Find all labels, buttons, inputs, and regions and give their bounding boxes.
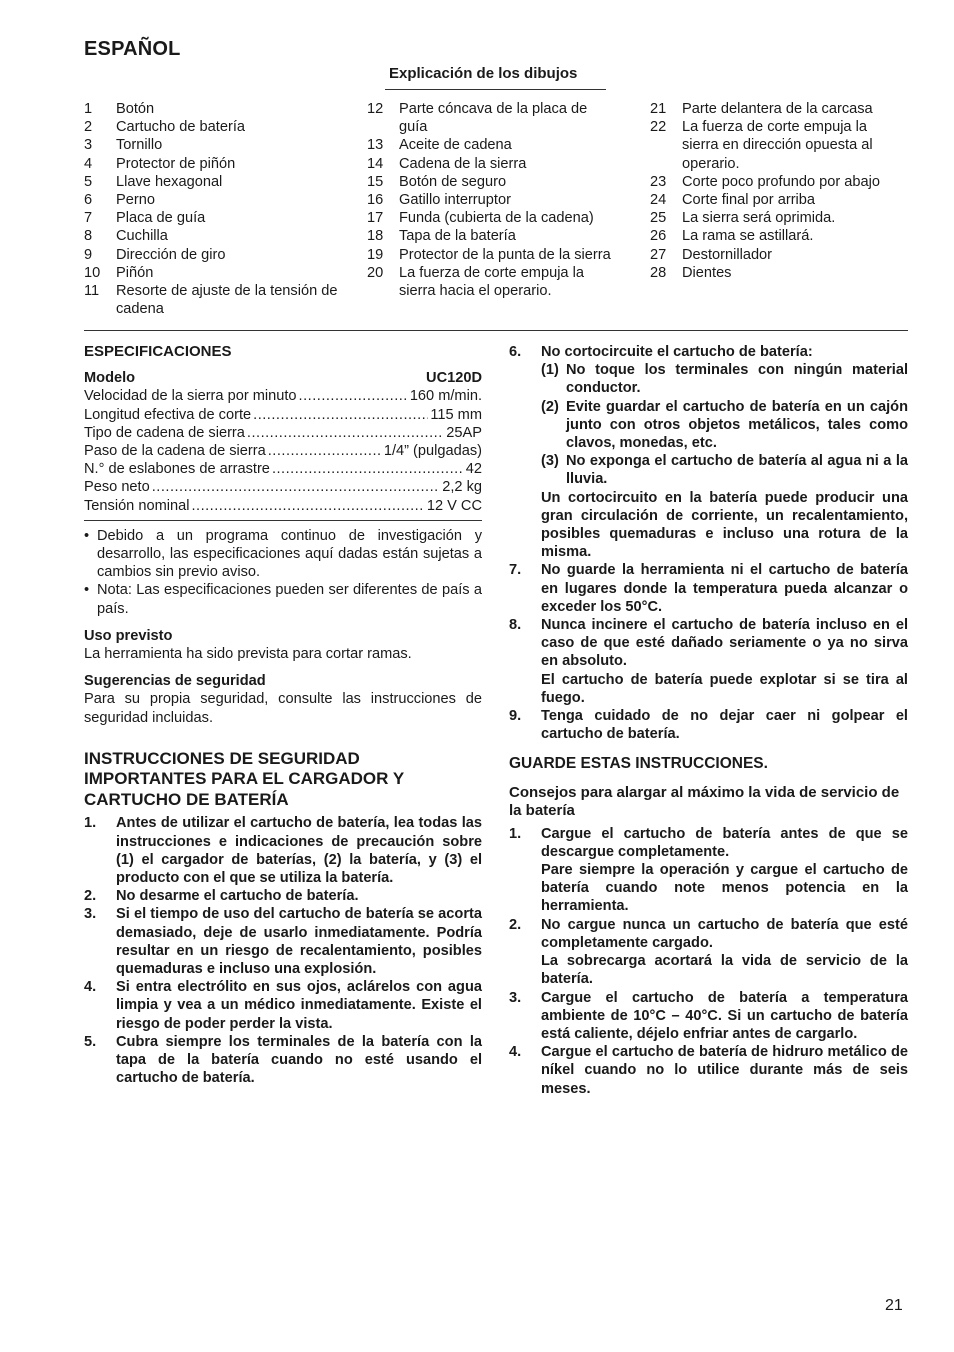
safety-tips-heading: Sugerencias de seguridad [84,673,266,690]
legend-item: 14 Cadena de la sierra [367,155,527,172]
legend-item: 2 Cartucho de batería [84,119,245,136]
legend-item: 18 Tapa de la batería [367,228,516,245]
legend-item: 26 La rama se astillará. [650,228,814,245]
legend-item: 4 Protector de piñón [84,155,236,172]
language-heading: ESPAÑOL [84,38,181,60]
legend-item: 25 La sierra será oprimida. [650,210,836,227]
legend-item: 10 Piñón [84,264,154,281]
list-item: 3. Si el tiempo de uso del cartucho de batería se acorta demasiado, deje de usarlo inmediatamente. Podría resultar en un riesgo de recalentamiento, posibles quemaduras e incluso una explosión. [84,906,482,977]
sub-item: (2) Evite guardar el cartucho de batería en un cajón junto con otros objetos metálicos, tales como clavos, monedas, etc. [541,398,908,452]
right-column [509,343,908,1098]
spec-note: • Debido a un programa continuo de investigación y desarrollo, las especificaciones aquí dadas están sujetas a cambios sin previo aviso. [84,527,482,581]
left-column [84,343,482,1087]
spec-row: Paso de la cadena de sierra ..... 1/4” (pulgadas) [84,442,482,460]
battery-tips-list [509,825,908,1098]
safety-instructions-list-continued [509,343,908,743]
spec-note: • Nota: Las especificaciones pueden ser diferentes de país a país. [84,582,482,617]
legend-item: 12 Parte cóncava de la placa de guía [367,101,588,136]
list-item: 7. No guarde la herramienta ni el cartucho de batería en lugares donde la temperatura pueda alcanzar o exceder los 50°C. [509,562,908,615]
list-item: 2. No desarme el cartucho de batería. [84,888,359,905]
page-number: 21 [885,1297,903,1314]
save-instructions-heading: GUARDE ESTAS INSTRUCCIONES. [509,755,768,773]
intended-use-heading: Uso previsto [84,627,173,644]
legend-item: 28 Dientes [650,264,732,281]
sub-item: (1) No toque los terminales con ningún material conductor. [541,362,908,397]
spec-row: Tipo de cadena de sierra ..... 25AP [84,424,482,442]
safety-tips-text: Para su propia seguridad, consulte las instrucciones de seguridad incluidas. [84,691,482,726]
spec-rule [84,520,482,521]
legend-item: 22 La fuerza de corte empuja la sierra en dirección opuesta al operario. [650,119,873,172]
sub-item: (3) No exponga el cartucho de batería al agua ni a la lluvia. [541,453,908,488]
legend-column-1 [84,100,340,318]
legend-item: 7 Placa de guía [84,210,206,227]
legend-item: 17 Funda (cubierta de la cadena) [367,210,594,227]
list-item: 3. Cargue el cartucho de batería a temperatura ambiente de 10°C – 40°C. Si un cartucho de batería está caliente, déjelo enfriar antes de cargarlo. [509,989,908,1042]
legend-item: 13 Aceite de cadena [367,137,512,154]
drawings-caption: Explicación de los dibujos [389,65,578,82]
item6-text: No cortocircuite el cartucho de batería: [541,344,813,360]
legend-item: 5 Llave hexagonal [84,173,223,190]
section-divider [84,330,908,331]
legend-item: 19 Protector de la punta de la sierra [367,246,611,263]
safety-instructions-heading: INSTRUCCIONES DE SEGURIDAD IMPORTANTES PARA EL CARGADOR Y CARTUCHO DE BATERÍA [84,748,404,809]
legend-item: 27 Destornillador [650,246,773,263]
spec-model-row [84,369,482,387]
list-item: 8. Nunca incinere el cartucho de batería incluso en el caso de que esté dañado seriamente o ya no sirva en absoluto. El cartucho de batería puede explotar si se tira al fuego. [509,617,908,706]
battery-tips-heading: Consejos para alargar al máximo la vida de servicio de la batería [509,783,900,820]
bullet-icon: • [84,582,90,599]
bullet-icon: • [84,527,90,544]
tip-note: La sobrecarga acortará la vida de servicio de la batería. [541,953,908,988]
tip-note: Pare siempre la operación y cargue el cartucho de batería cuando note menos potencia en la herramienta. [541,862,908,915]
list-item: 4. Cargue el cartucho de batería de hidruro metálico de níkel cuando no lo utilice durante más de seis meses. [509,1044,908,1097]
spec-model-label: Modelo [84,370,136,387]
legend-item: 20 La fuerza de corte empuja la sierra hacia el operario. [367,264,584,300]
item8-text: Nunca incinere el cartucho de batería incluso en el caso de que esté dañado seriamente o ya no sirva en absoluto. [541,617,908,670]
specs-heading: ESPECIFICACIONES [84,343,232,360]
item8-note: El cartucho de batería puede explotar si se tira al fuego. [541,671,908,706]
intended-use-text: La herramienta ha sido prevista para cortar ramas. [84,646,412,663]
list-item: 9. Tenga cuidado de no dejar caer ni golpear el cartucho de batería. [509,708,908,743]
list-item: 4. Si entra electrólito en sus ojos, aclárelos con agua limpia y vea a un médico inmediatamente. Existe el riesgo de poder perder la vista. [84,979,482,1032]
legend-item: 3 Tornillo [84,137,163,154]
legend-item: 6 Perno [84,192,155,209]
legend-item: 11 Resorte de ajuste de la tensión de cadena [84,283,338,318]
spec-row: Longitud efectiva de corte ..... 115 mm [84,406,482,424]
item6-sublist [541,361,908,488]
list-item: 1. Antes de utilizar el cartucho de batería, lea todas las instrucciones e indicaciones de precaución sobre (1) el cargador de baterías, (2) la batería, y (3) el producto con el que se utiliza la batería. [84,815,482,886]
spec-row: Velocidad de la sierra por minuto ..... 160 m/min. [84,387,482,405]
list-item: 5. Cubra siempre los terminales de la batería con la tapa de la batería cuando no esté usando el cartucho de batería. [84,1033,482,1087]
legend-item: 23 Corte poco profundo por abajo [650,173,880,190]
safety-instructions-list [84,814,482,1087]
legend-item: 21 Parte delantera de la carcasa [650,101,873,117]
item6-note: Un cortocircuito en la batería puede producir una gran circulación de corriente, un recalentamiento, posibles quemaduras e incluso una rotura de la misma. [541,489,908,561]
legend-item: 24 Corte final por arriba [650,192,816,209]
list-item: 6. No cortocircuite el cartucho de batería: (1) No toque los terminales con ningún material conductor. (2) Evite guardar el cartucho de batería en un cajón junto con otros objetos metálicos, tales como clavos, monedas, etc. (3) No exponga el cartucho de batería al agua ni a la lluvia. Un cortocircuito en la batería puede producir una gran circulación de corriente, un recalentamiento, posibles quemaduras e incluso una rotura de la misma. [509,344,908,561]
spec-row: Tensión nominal ..... 12 V CC [84,497,482,515]
spec-model-value: UC120D [426,370,482,387]
legend-item: 9 Dirección de giro [84,246,226,263]
spec-row: Peso neto ..... 2,2 kg [84,478,482,496]
list-item: 2. No cargue nunca un cartucho de batería que esté completamente cargado. La sobrecarga acortará la vida de servicio de la batería. [509,916,908,988]
legend-column-3 [650,100,906,282]
legend-item: 1 Botón [84,101,155,117]
list-item: 1. Cargue el cartucho de batería antes de que se descargue completamente. Pare siempre la operación y cargue el cartucho de batería cuando note menos potencia en la herramienta. [509,825,908,915]
spec-row: N.° de eslabones de arrastre ..... 42 [84,460,482,478]
legend-item: 8 Cuchilla [84,228,168,245]
caption-underline [385,89,606,90]
legend-column-2 [367,100,617,300]
legend-item: 16 Gatillo interruptor [367,192,511,209]
legend-item: 15 Botón de seguro [367,173,507,190]
